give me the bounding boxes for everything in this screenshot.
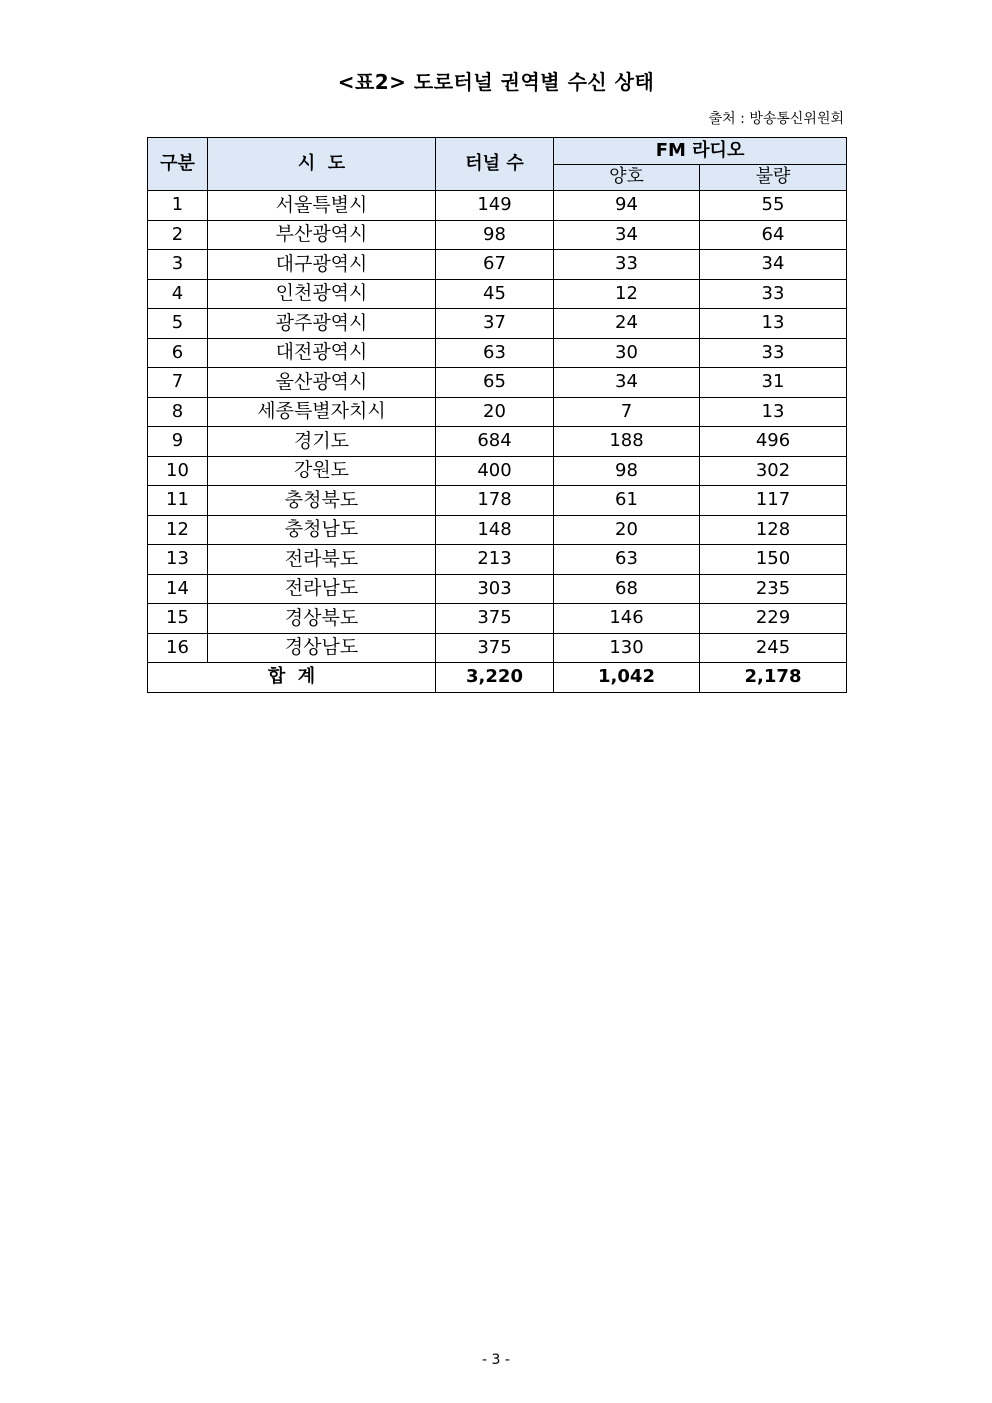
cell-no: 12 xyxy=(148,515,208,545)
cell-region: 대전광역시 xyxy=(208,338,436,368)
cell-no: 8 xyxy=(148,397,208,427)
cell-no: 3 xyxy=(148,250,208,280)
cell-good: 34 xyxy=(554,368,700,398)
cell-bad: 150 xyxy=(700,545,847,575)
cell-good: 146 xyxy=(554,604,700,634)
header-tunnels: 터널 수 xyxy=(436,138,554,191)
cell-region: 세종특별자치시 xyxy=(208,397,436,427)
cell-bad: 245 xyxy=(700,633,847,663)
cell-bad: 64 xyxy=(700,220,847,250)
table-row xyxy=(148,309,847,339)
cell-region: 광주광역시 xyxy=(208,309,436,339)
table-row xyxy=(148,250,847,280)
source-note: 출처 : 방송통신위원회 xyxy=(708,111,844,127)
table-row xyxy=(148,368,847,398)
header-bad: 불량 xyxy=(700,164,847,191)
cell-region: 충청북도 xyxy=(208,486,436,516)
cell-no: 14 xyxy=(148,574,208,604)
table-row xyxy=(148,545,847,575)
cell-tunnels: 303 xyxy=(436,574,554,604)
cell-tunnels: 45 xyxy=(436,279,554,309)
cell-no: 15 xyxy=(148,604,208,634)
total-tunnels: 3,220 xyxy=(436,663,554,693)
table-row xyxy=(148,338,847,368)
cell-bad: 33 xyxy=(700,338,847,368)
header-region: 시 도 xyxy=(208,138,436,191)
cell-tunnels: 67 xyxy=(436,250,554,280)
cell-region: 대구광역시 xyxy=(208,250,436,280)
cell-bad: 55 xyxy=(700,191,847,221)
total-good: 1,042 xyxy=(554,663,700,693)
cell-tunnels: 149 xyxy=(436,191,554,221)
cell-good: 20 xyxy=(554,515,700,545)
cell-tunnels: 98 xyxy=(436,220,554,250)
cell-tunnels: 213 xyxy=(436,545,554,575)
cell-bad: 128 xyxy=(700,515,847,545)
cell-tunnels: 375 xyxy=(436,633,554,663)
cell-region: 서울특별시 xyxy=(208,191,436,221)
cell-region: 강원도 xyxy=(208,456,436,486)
cell-good: 33 xyxy=(554,250,700,280)
table-row xyxy=(148,456,847,486)
cell-good: 61 xyxy=(554,486,700,516)
cell-region: 경기도 xyxy=(208,427,436,457)
cell-no: 10 xyxy=(148,456,208,486)
cell-good: 7 xyxy=(554,397,700,427)
header-good: 양호 xyxy=(554,164,700,191)
cell-tunnels: 20 xyxy=(436,397,554,427)
cell-tunnels: 148 xyxy=(436,515,554,545)
cell-bad: 496 xyxy=(700,427,847,457)
cell-bad: 13 xyxy=(700,397,847,427)
cell-tunnels: 65 xyxy=(436,368,554,398)
tunnel-reception-table xyxy=(147,137,847,693)
header-no: 구분 xyxy=(148,138,208,191)
cell-no: 2 xyxy=(148,220,208,250)
cell-bad: 34 xyxy=(700,250,847,280)
total-row xyxy=(148,663,847,693)
cell-good: 24 xyxy=(554,309,700,339)
cell-bad: 235 xyxy=(700,574,847,604)
cell-no: 11 xyxy=(148,486,208,516)
table-row xyxy=(148,397,847,427)
cell-good: 130 xyxy=(554,633,700,663)
table-row xyxy=(148,604,847,634)
cell-region: 충청남도 xyxy=(208,515,436,545)
cell-no: 5 xyxy=(148,309,208,339)
cell-tunnels: 178 xyxy=(436,486,554,516)
table-row xyxy=(148,191,847,221)
cell-good: 188 xyxy=(554,427,700,457)
table-title: <표2> 도로터널 권역별 수신 상태 xyxy=(337,70,655,94)
cell-no: 9 xyxy=(148,427,208,457)
cell-no: 16 xyxy=(148,633,208,663)
cell-good: 98 xyxy=(554,456,700,486)
table-body xyxy=(148,191,847,663)
table-row xyxy=(148,279,847,309)
cell-region: 전라남도 xyxy=(208,574,436,604)
cell-bad: 229 xyxy=(700,604,847,634)
cell-good: 68 xyxy=(554,574,700,604)
cell-no: 4 xyxy=(148,279,208,309)
cell-bad: 13 xyxy=(700,309,847,339)
header-fm-radio: FM 라디오 xyxy=(554,138,847,165)
cell-tunnels: 684 xyxy=(436,427,554,457)
cell-good: 30 xyxy=(554,338,700,368)
page-number: - 3 - xyxy=(482,1352,510,1368)
cell-no: 7 xyxy=(148,368,208,398)
table-row xyxy=(148,515,847,545)
cell-good: 63 xyxy=(554,545,700,575)
cell-bad: 33 xyxy=(700,279,847,309)
cell-good: 94 xyxy=(554,191,700,221)
cell-region: 인천광역시 xyxy=(208,279,436,309)
cell-bad: 117 xyxy=(700,486,847,516)
table-row xyxy=(148,633,847,663)
cell-no: 6 xyxy=(148,338,208,368)
cell-region: 부산광역시 xyxy=(208,220,436,250)
cell-bad: 302 xyxy=(700,456,847,486)
cell-region: 경상남도 xyxy=(208,633,436,663)
cell-tunnels: 400 xyxy=(436,456,554,486)
cell-bad: 31 xyxy=(700,368,847,398)
total-bad: 2,178 xyxy=(700,663,847,693)
cell-good: 12 xyxy=(554,279,700,309)
cell-region: 울산광역시 xyxy=(208,368,436,398)
table-row xyxy=(148,220,847,250)
cell-no: 1 xyxy=(148,191,208,221)
cell-tunnels: 37 xyxy=(436,309,554,339)
cell-good: 34 xyxy=(554,220,700,250)
cell-tunnels: 375 xyxy=(436,604,554,634)
table-row xyxy=(148,486,847,516)
table-row xyxy=(148,574,847,604)
cell-no: 13 xyxy=(148,545,208,575)
cell-region: 경상북도 xyxy=(208,604,436,634)
cell-tunnels: 63 xyxy=(436,338,554,368)
cell-region: 전라북도 xyxy=(208,545,436,575)
table-row xyxy=(148,427,847,457)
total-label: 합 계 xyxy=(148,663,436,693)
